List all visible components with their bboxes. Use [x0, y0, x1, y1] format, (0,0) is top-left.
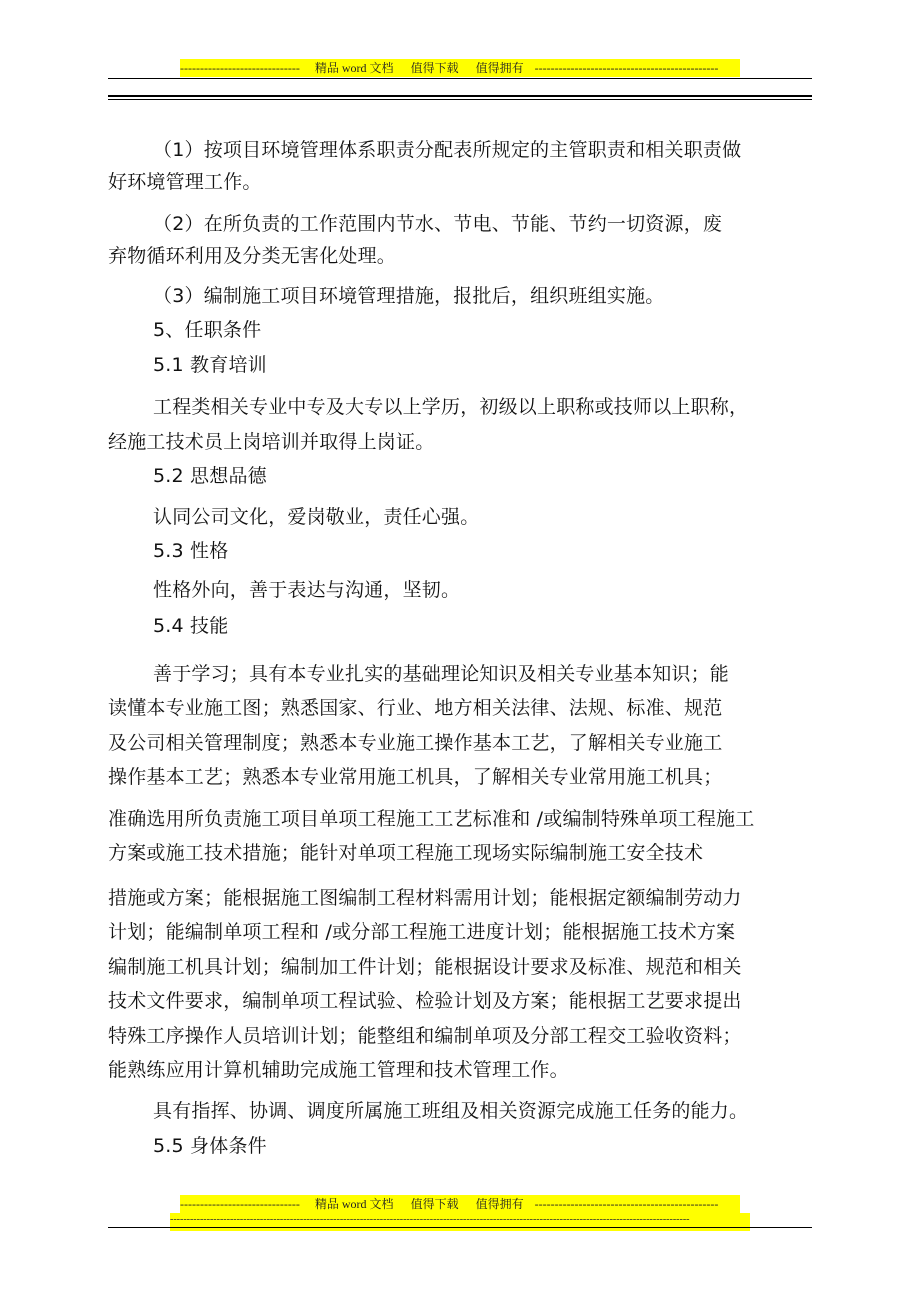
footer-dash-right: ----------------------------------------------: [534, 1197, 719, 1211]
header-text-3: 值得拥有: [475, 61, 524, 75]
header-dash-right: ----------------------------------------------: [534, 61, 719, 75]
paragraph-line: 好环境管理工作。: [108, 171, 262, 193]
footer-dash-left: ------------------------------: [180, 1197, 300, 1211]
paragraph-line: （3）编制施工项目环境管理措施，报批后，组织班组实施。: [153, 285, 665, 307]
paragraph-line: 性格外向，善于表达与沟通，坚韧。: [153, 579, 461, 601]
footer-text-2: 值得下载: [410, 1197, 459, 1211]
header-dash-left: ------------------------------: [180, 61, 300, 75]
paragraph-line: 认同公司文化，爱岗敬业，责任心强。: [153, 506, 480, 528]
header-text-2: 值得下载: [410, 61, 459, 75]
subsection-heading: 5.1 教育培训: [153, 354, 267, 376]
subsection-heading: 5.3 性格: [153, 540, 229, 562]
paragraph-line: 能熟练应用计算机辅助完成施工管理和技术管理工作。: [108, 1059, 569, 1081]
paragraph-line: 及公司相关管理制度；熟悉本专业施工操作基本工艺，了解相关专业施工: [108, 732, 723, 754]
paragraph-line: 善于学习；具有本专业扎实的基础理论知识及相关专业基本知识；能: [153, 663, 730, 685]
paragraph-line: 工程类相关专业中专及大专以上学历，初级以上职称或技师以上职称，: [153, 396, 749, 418]
footer-watermark-band: [180, 1195, 740, 1213]
section-heading: 5、任职条件: [153, 319, 262, 341]
paragraph-line: 计划；能编制单项工程和 /或分部工程施工进度计划；能根据施工技术方案: [108, 921, 736, 943]
paragraph-line: 技术文件要求，编制单项工程试验、检验计划及方案；能根据工艺要求提出: [108, 990, 742, 1012]
header-watermark-band: [180, 59, 740, 77]
paragraph-line: 方案或施工技术措施；能针对单项工程施工现场实际编制施工安全技术: [108, 842, 704, 864]
paragraph-line: （2）在所负责的工作范围内节水、节电、节能、节约一切资源，废: [153, 213, 723, 235]
paragraph-line: 操作基本工艺；熟悉本专业常用施工机具，了解相关专业常用施工机具；: [108, 766, 723, 788]
paragraph-line: （1）按项目环境管理体系职责分配表所规定的主管职责和相关职责做: [153, 139, 742, 161]
header-rule-thin: [108, 78, 812, 79]
footer-text-3: 值得拥有: [475, 1197, 524, 1211]
paragraph-line: 经施工技术员上岗培训并取得上岗证。: [108, 431, 435, 453]
paragraph-line: 具有指挥、协调、调度所属施工班组及相关资源完成施工任务的能力。: [153, 1100, 749, 1122]
header-rule-double-1: [108, 95, 812, 97]
paragraph-line: 编制施工机具计划；编制加工件计划；能根据设计要求及标准、规范和相关: [108, 956, 742, 978]
paragraph-line: 读懂本专业施工图；熟悉国家、行业、地方相关法律、法规、标准、规范: [108, 697, 723, 719]
paragraph-line: 措施或方案；能根据施工图编制工程材料需用计划；能根据定额编制劳动力: [108, 887, 742, 909]
paragraph-line: 特殊工序操作人员培训计划；能整组和编制单项及分部工程交工验收资料；: [108, 1025, 742, 1047]
subsection-heading: 5.2 思想品德: [153, 465, 267, 487]
footer-text-1: 精品 word 文档: [314, 1197, 394, 1211]
header-text-1: 精品 word 文档: [314, 61, 394, 75]
footer-dash-line: ------------------------------------------------------------------------------------------------------------------------------------------------------------: [170, 1214, 690, 1225]
subsection-heading: 5.5 身体条件: [153, 1135, 267, 1157]
footer-rule: [108, 1227, 812, 1228]
paragraph-line: 弃物循环利用及分类无害化处理。: [108, 245, 397, 267]
header-rule-double-2: [108, 99, 812, 100]
subsection-heading: 5.4 技能: [153, 615, 229, 637]
paragraph-line: 准确选用所负责施工项目单项工程施工工艺标准和 /或编制特殊单项工程施工: [108, 808, 755, 830]
